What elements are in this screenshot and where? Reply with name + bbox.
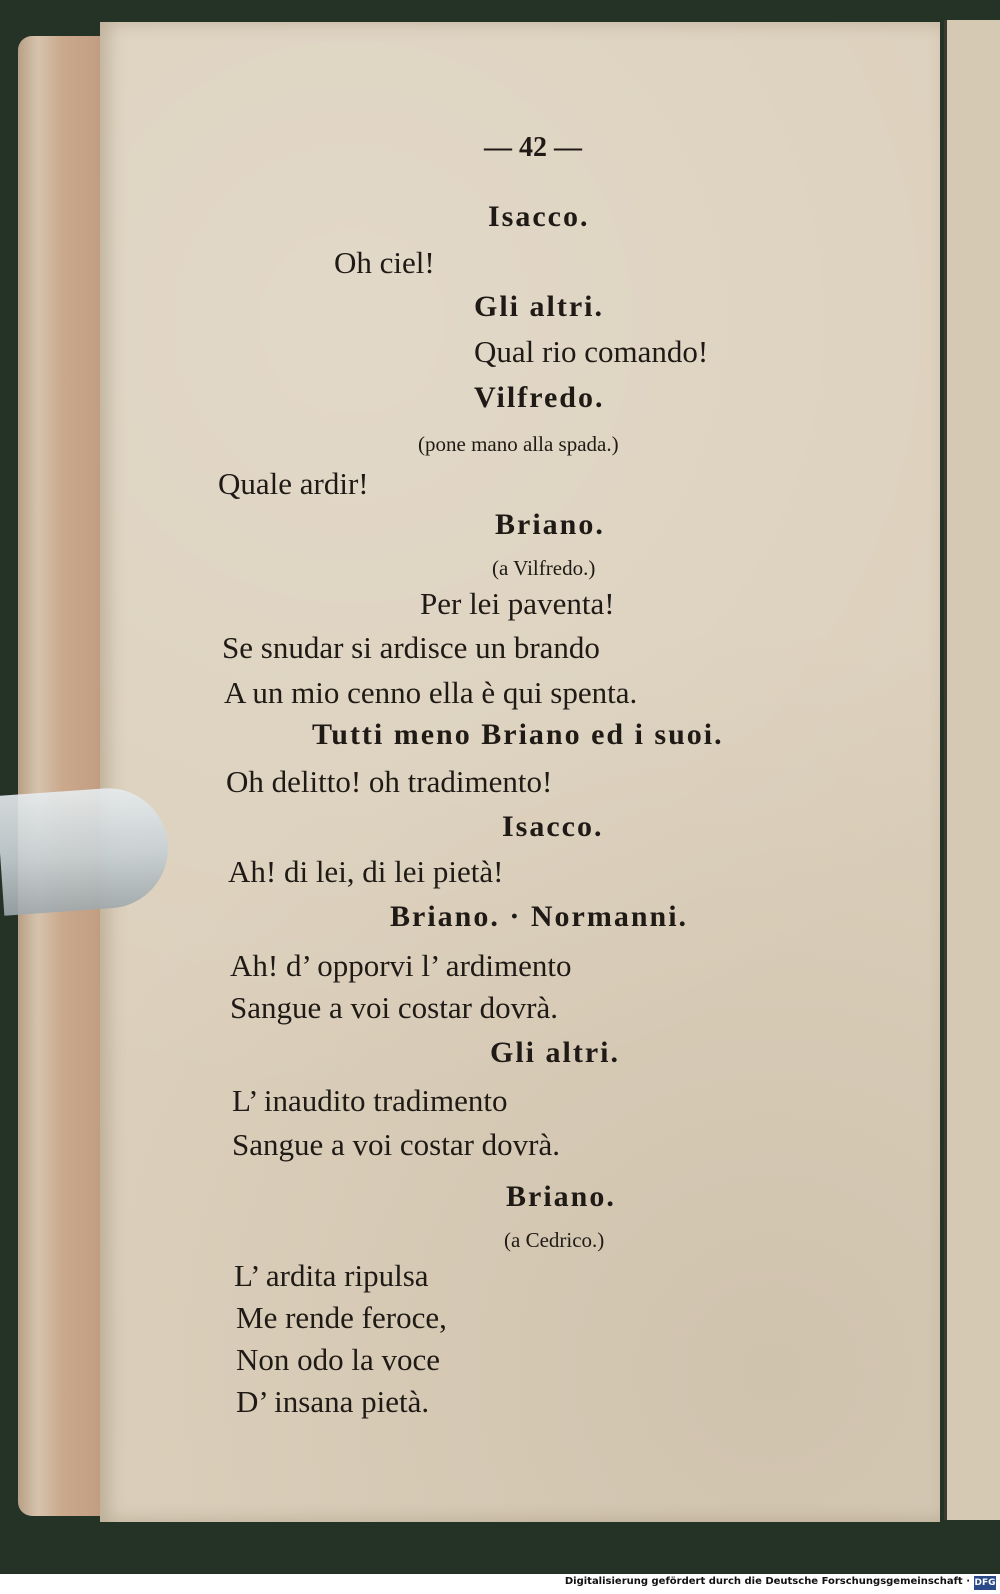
verse-line: D’ insana pietà. (236, 1384, 430, 1419)
verse-line: L’ inaudito tradimento (232, 1083, 508, 1118)
speaker-isacco: Isacco. (502, 810, 604, 843)
verse-line: Non odo la voce (236, 1342, 441, 1377)
dfg-logo: DFG (974, 1578, 996, 1588)
stage-direction: (a Vilfredo.) (492, 556, 596, 580)
verse-line: Ah! di lei, di lei pietà! (228, 854, 504, 889)
stage-direction: (pone mano alla spada.) (418, 432, 619, 456)
speaker-gli-altri: Gli altri. (474, 290, 604, 323)
speaker-briano-normanni: Briano. · Normanni. (390, 900, 689, 933)
next-page-edge (944, 20, 1000, 1520)
verse-line: Sangue a voi costar dovrà. (232, 1127, 560, 1162)
speaker-tutti: Tutti meno Briano ed i suoi. (312, 718, 724, 751)
verse-line: Quale ardir! (218, 466, 369, 501)
verse-line: Sangue a voi costar dovrà. (230, 990, 558, 1025)
speaker-briano: Briano. (506, 1180, 616, 1213)
speaker-gli-altri: Gli altri. (490, 1036, 620, 1069)
verse-line: Se snudar si ardisce un brando (222, 630, 600, 665)
verse-line: Per lei paventa! (420, 586, 615, 621)
digitization-credit: Digitalisierung gefördert durch die Deutsche Forschungsgemeinschaft · (564, 1576, 970, 1587)
verse-line: Me rende feroce, (236, 1300, 447, 1335)
verse-line: Qual rio comando! (474, 334, 709, 369)
verse-line: A un mio cenno ella è qui spenta. (224, 675, 638, 710)
stage-direction: (a Cedrico.) (504, 1228, 605, 1252)
verse-line: Oh delitto! oh tradimento! (226, 764, 553, 799)
verse-line: Ah! d’ opporvi l’ ardimento (230, 948, 572, 983)
verse-line: L’ ardita ripulsa (234, 1258, 429, 1293)
verse-line: Oh ciel! (334, 245, 435, 280)
speaker-vilfredo: Vilfredo. (474, 381, 605, 414)
speaker-briano: Briano. (495, 508, 605, 541)
page-number: — 42 — (484, 132, 582, 163)
speaker-isacco: Isacco. (488, 200, 590, 233)
